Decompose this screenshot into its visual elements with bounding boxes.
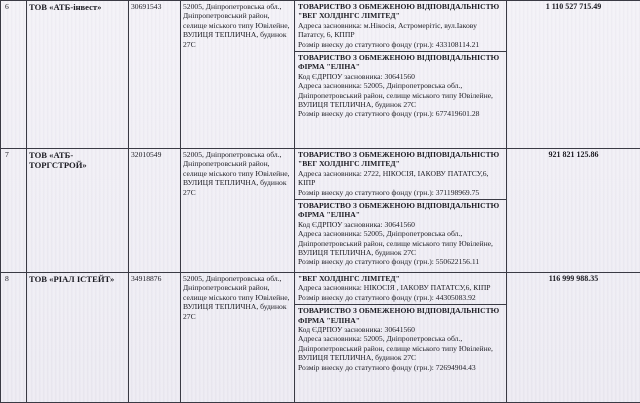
- company-address: 52005, Дніпропетровська обл., Дніпропетровський район, селище міського типу Ювілейне, ВУЛИЦЯ ТЕПЛИЧНА, будинок 27С: [181, 273, 295, 403]
- founder-detail: Адреса засновника: 2722, НІКОСІЯ, ІАКОВУ ПАТАТСУ,6, КІПР: [298, 169, 503, 188]
- founder-detail: Розмір внеску до статутного фонду (грн.): 550622156.11: [298, 257, 503, 266]
- founder-detail: Код ЄДРПОУ засновника: 30641560: [298, 325, 503, 334]
- founder-detail: Код ЄДРПОУ засновника: 30641560: [298, 220, 503, 229]
- company-code: 30691543: [129, 1, 181, 149]
- company-address: 52005, Дніпропетровська обл., Дніпропетровський район, селище міського типу Ювілейне, ВУЛИЦЯ ТЕПЛИЧНА, будинок 27С: [181, 149, 295, 273]
- company-code: 34918876: [129, 273, 181, 403]
- founder-detail: Адреса засновника: НІКОСІЯ , ІАКОВУ ПАТАТСУ,6, КІПР: [298, 283, 503, 292]
- founder-block: [295, 273, 506, 304]
- founder-block: [295, 1, 506, 51]
- founder-detail: Розмір внеску до статутного фонду (грн.): 677419601.28: [298, 109, 503, 118]
- company-code: 32010549: [129, 149, 181, 273]
- founder-name: ТОВАРИСТВО З ОБМЕЖЕНОЮ ВІДПОВІДАЛЬНІСТЮ ФІРМА "ЕЛІНА": [298, 306, 503, 325]
- table-row: [1, 273, 640, 403]
- founder-detail: Адреса засновника: 52005, Дніпропетровська обл., Дніпропетровський район, селище міського типу Ювілейне, ВУЛИЦЯ ТЕПЛИЧНА, будинок 27С: [298, 334, 503, 362]
- founders-cell: [295, 273, 507, 403]
- founder-block: [295, 51, 506, 121]
- founder-detail: Розмір внеску до статутного фонду (грн.): 72694904.43: [298, 363, 503, 372]
- founder-block: [295, 199, 506, 269]
- table-row: [1, 1, 640, 149]
- founder-detail: Адреса засновника: 52005, Дніпропетровська обл., Дніпропетровський район, селище міського типу Ювілейне, ВУЛИЦЯ ТЕПЛИЧНА, будинок 27С: [298, 229, 503, 257]
- table-row: [1, 149, 640, 273]
- company-address: 52005, Дніпропетровська обл., Дніпропетровський район, селище міського типу Ювілейне, ВУЛИЦЯ ТЕПЛИЧНА, будинок 27С: [181, 1, 295, 149]
- row-number: 7: [1, 149, 27, 273]
- founders-cell: [295, 149, 507, 273]
- founder-detail: Розмір внеску до статутного фонду (грн.): 44305083.92: [298, 293, 503, 302]
- founder-detail: Розмір внеску до статутного фонду (грн.): 433108114.21: [298, 40, 503, 49]
- founder-detail: Розмір внеску до статутного фонду (грн.): 371198969.75: [298, 188, 503, 197]
- founder-block: [295, 304, 506, 374]
- founder-detail: Код ЄДРПОУ засновника: 30641560: [298, 72, 503, 81]
- authorized-capital-amount: 921 821 125.86: [507, 149, 640, 273]
- founders-cell: [295, 1, 507, 149]
- founder-name: ТОВАРИСТВО З ОБМЕЖЕНОЮ ВІДПОВІДАЛЬНІСТЮ "ВЕГ ХОЛДІНГС ЛІМІТЕД": [298, 2, 503, 21]
- authorized-capital-amount: 116 999 988.35: [507, 273, 640, 403]
- row-number: 8: [1, 273, 27, 403]
- founder-name: "ВЕГ ХОЛДІНГС ЛІМІТЕД": [298, 274, 503, 283]
- authorized-capital-amount: 1 110 527 715.49: [507, 1, 640, 149]
- founder-name: ТОВАРИСТВО З ОБМЕЖЕНОЮ ВІДПОВІДАЛЬНІСТЮ ФІРМА "ЕЛІНА": [298, 201, 503, 220]
- founder-block: [295, 149, 506, 199]
- company-name: ТОВ «АТБ-інвест»: [27, 1, 129, 149]
- founder-detail: Адреса засновника: 52005, Дніпропетровська обл., Дніпропетровський район, селище міського типу Ювілейне, ВУЛИЦЯ ТЕПЛИЧНА, будинок 27С: [298, 81, 503, 109]
- company-name: ТОВ «РІАЛ ІСТЕЙТ»: [27, 273, 129, 403]
- founder-name: ТОВАРИСТВО З ОБМЕЖЕНОЮ ВІДПОВІДАЛЬНІСТЮ "ВЕГ ХОЛДІНГС ЛІМІТЕД": [298, 150, 503, 169]
- founder-name: ТОВАРИСТВО З ОБМЕЖЕНОЮ ВІДПОВІДАЛЬНІСТЮ ФІРМА "ЕЛІНА": [298, 53, 503, 72]
- founder-detail: Адреса засновника: м.Нікосія, Астромерітіс, вул.Іакову Пататсу, 6, КППР: [298, 21, 503, 40]
- company-name: ТОВ «АТБ-ТОРГСТРОЙ»: [27, 149, 129, 273]
- row-number: 6: [1, 1, 27, 149]
